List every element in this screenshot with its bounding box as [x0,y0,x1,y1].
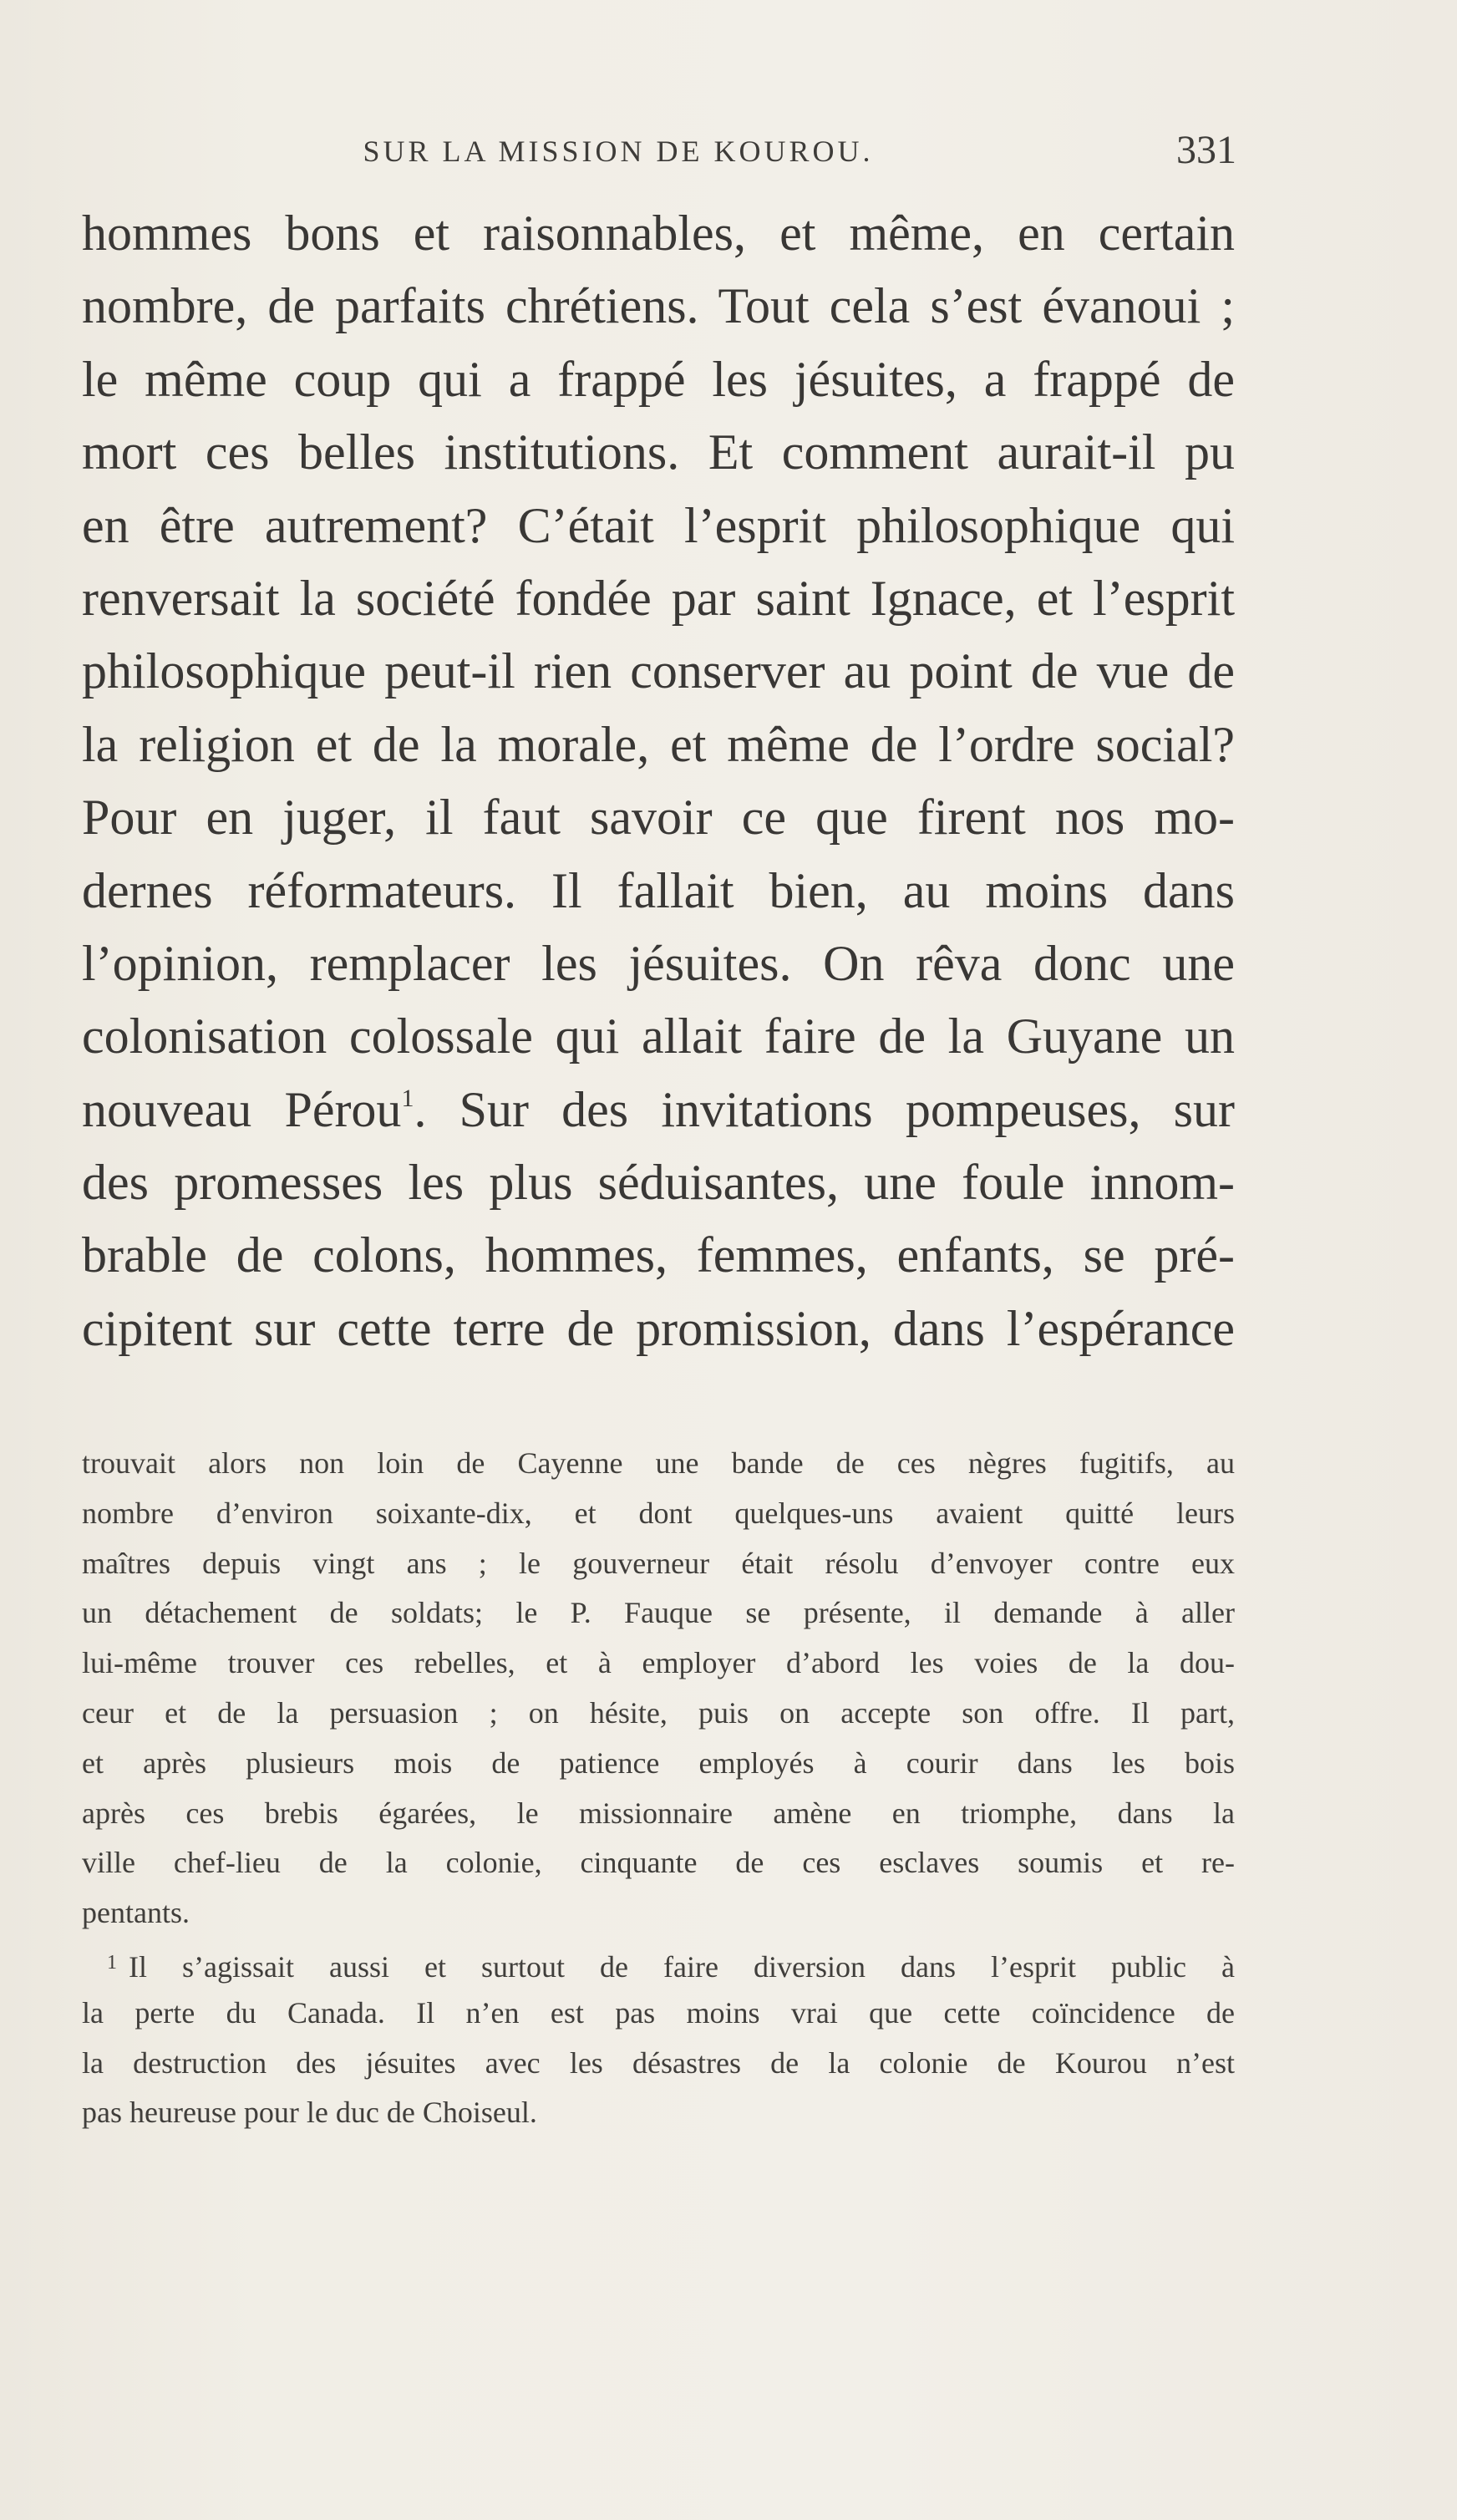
footnote-line: nombre d’environ soixante-dix, et dont quelques-uns avaient quitté leurs [82,1496,1235,1530]
page-number: 331 [1176,128,1236,172]
footnote-line: après ces brebis égarées, le missionnaire amène en triomphe, dans la [82,1796,1235,1830]
footnote-line: pas heureuse pour le duc de Choiseul. [82,2096,537,2130]
footnote-text: Il s’agissait aussi et surtout de faire diversion dans l’esprit public à [129,1949,1235,1984]
footnote-line: pentants. [82,1896,190,1930]
text-line: mort ces belles institutions. Et comment aurait-il pu [82,424,1235,480]
footnote-reference: 1 [401,1084,414,1112]
footnote-line: maîtres depuis vingt ans ; le gouverneur était résolu d’envoyer contre eux [82,1546,1235,1580]
footnote-line: ceur et de la persuasion ; on hésite, puis on accepte son offre. Il part, [82,1695,1235,1730]
text-line: la religion et de la morale, et même de l’ordre social? [82,716,1235,772]
running-title: SUR LA MISSION DE KOUROU. [363,135,874,168]
text-line: brable de colons, hommes, femmes, enfants, se pré- [82,1227,1235,1283]
text-segment: . Sur des invitations pompeuses, sur [414,1081,1235,1137]
main-text-block [82,197,1235,1365]
text-line: dernes réformateurs. Il fallait bien, au moins dans [82,862,1235,918]
footnote-line: la destruction des jésuites avec les désastres de la colonie de Kourou n’est [82,2045,1235,2080]
footnote-line: et après plusieurs mois de patience employés à courir dans les bois [82,1745,1235,1780]
text-line: cipitent sur cette terre de promission, dans l’espérance [82,1300,1235,1356]
text-line: renversait la société fondée par saint Ignace, et l’esprit [82,570,1235,626]
footnote-1-first-line [82,1938,1235,1989]
text-segment: nouveau Pérou [82,1081,402,1137]
footnote-line: trouvait alors non loin de Cayenne une bande de ces nègres fugitifs, au [82,1446,1235,1480]
footnote-line: ville chef-lieu de la colonie, cinquante de ces esclaves soumis et re- [82,1846,1235,1880]
text-line: colonisation colossale qui allait faire de la Guyane un [82,1009,1235,1064]
footnote-line: la perte du Canada. Il n’en est pas moins vrai que cette coïncidence de [82,1995,1235,2030]
text-line: hommes bons et raisonnables, et même, en certain [82,206,1235,261]
footnotes-block [82,1439,1235,2138]
text-line: philosophique peut-il rien conserver au point de vue de [82,643,1235,699]
text-line: l’opinion, remplacer les jésuites. On rêva donc une [82,935,1235,991]
footnote-line: lui-même trouver ces rebelles, et à employer d’abord les voies de la dou- [82,1646,1235,1680]
text-line: Pour en juger, il faut savoir ce que firent nos mo- [82,790,1235,846]
footnote-marker: 1 [107,1951,117,1974]
running-head [84,127,1236,177]
text-line: en être autrement? C’était l’esprit philosophique qui [82,497,1235,553]
footnote-line: un détachement de soldats; le P. Fauque se présente, il demande à aller [82,1596,1235,1630]
text-line: nombre, de parfaits chrétiens. Tout cela s’est évanoui ; [82,278,1235,334]
text-line: des promesses les plus séduisantes, une foule innom- [82,1155,1235,1211]
text-line-with-footnote-ref [82,1074,1235,1146]
text-line: le même coup qui a frappé les jésuites, a frappé de [82,351,1235,407]
